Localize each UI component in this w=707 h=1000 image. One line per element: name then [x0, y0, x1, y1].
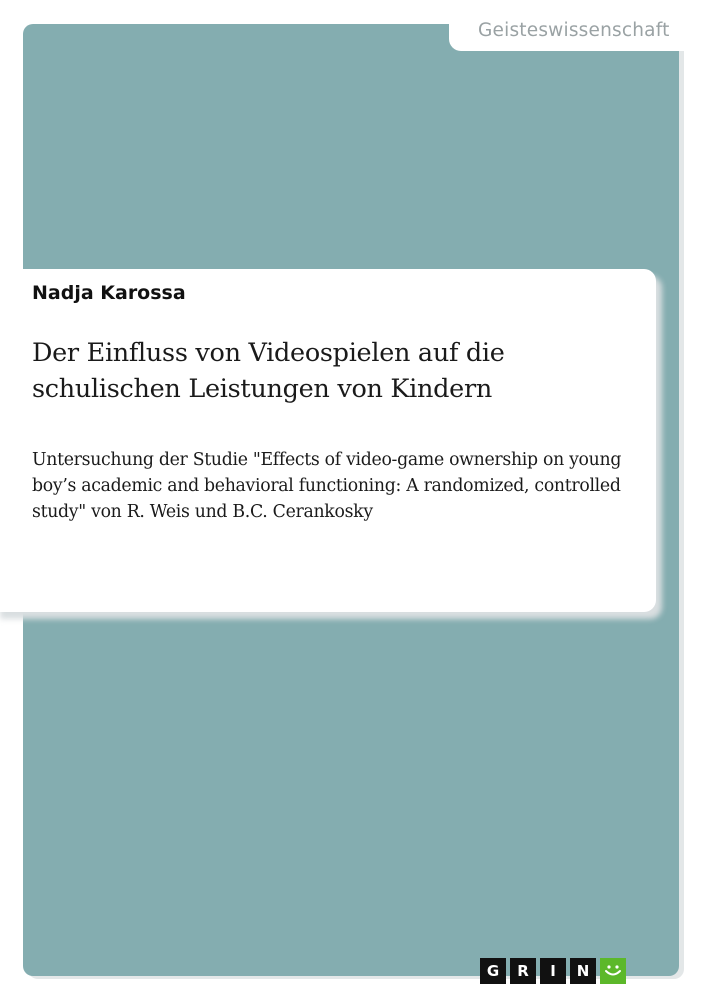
category-label: Geisteswissenschaft [478, 20, 670, 41]
book-title: Der Einfluss von Videospielen auf die schulischen Leistungen von Kindern [32, 338, 505, 404]
title-card [0, 269, 656, 612]
book-subtitle: Untersuchung der Studie "Effects of video-game ownership on young boy’s academic and behavioral functioning: A randomized, controlled study" von R. Weis und B.C. Cerankosky [32, 450, 622, 522]
author-name: Nadja Karossa [32, 282, 186, 304]
smile-icon [600, 958, 626, 984]
grin-logo [480, 958, 626, 984]
logo-letter-i: I [540, 958, 566, 984]
logo-letter-n: N [570, 958, 596, 984]
logo-letter-r: R [510, 958, 536, 984]
logo-letter-g: G [480, 958, 506, 984]
